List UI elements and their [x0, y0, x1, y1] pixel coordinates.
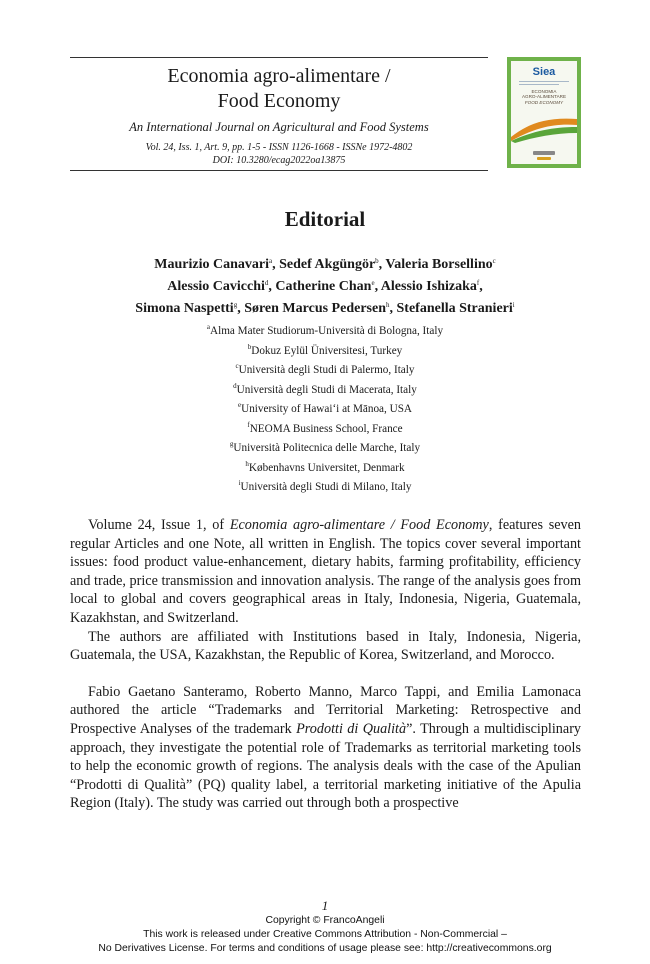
copyright-line: Copyright © FrancoAngeli	[265, 915, 385, 926]
doi: DOI: 10.3280/ecag2022oa13875	[212, 155, 346, 166]
cover-page	[511, 61, 577, 164]
affiliation-text: Università degli Studi di Macerata, Italy	[236, 383, 417, 396]
affiliation-text: Università Politecnica delle Marche, Italy	[233, 442, 421, 454]
body-text: ”. Through a multidisciplinary approach, they investigate the potential role of Trademarks as territorial marketing tools to help the economic growth of regions. The analysis deals with the case of the Apulian “Prodotti di Qualità” (PQ) quality label, a territorial marketing initiative of the Apulia Region (Italy). The study was carried out through both a prospective	[70, 720, 582, 812]
author-name: Maurizio Canavari	[154, 257, 269, 272]
journal-title-line2: Food Economy	[217, 90, 341, 112]
journal-title-line1: Economia agro-alimentare /	[167, 65, 391, 87]
affiliation-mark: d	[233, 381, 237, 390]
author-affiliation-mark: i	[512, 301, 515, 309]
body-paragraph	[70, 516, 581, 628]
affiliation-text: Università degli Studi di Milano, Italy	[240, 481, 412, 493]
affiliation-text: Università degli Studi di Palermo, Italy	[238, 364, 415, 376]
header-top-rule	[70, 57, 488, 58]
author-affiliation-mark: e	[371, 279, 375, 287]
affiliation-item	[100, 476, 550, 496]
paragraph-gap	[70, 665, 581, 683]
article-title: Editorial	[284, 207, 366, 231]
author-affiliation-mark: g	[233, 301, 238, 309]
header-bottom-rule	[70, 170, 488, 171]
author-name: Alessio Cavicchi	[167, 279, 265, 294]
body-paragraph	[70, 628, 581, 665]
volume-info: Vol. 24, Iss. 1, Art. 9, pp. 1-5 - ISSN 1126-1668 - ISSNe 1972-4802	[145, 142, 413, 153]
license-line-2: No Derivatives License. For terms and conditions of usage please see: http://creativecommons.org	[98, 943, 552, 954]
journal-name-italic: Economia agro-alimentare / Food Economy	[229, 517, 489, 533]
cover-divider	[519, 84, 559, 85]
body-text: Fabio Gaetano Santeramo, Roberto Manno, Marco Tappi, and Emilia Lamonaca authored the article “Trademarks and Territorial Marketing: Retrospective and Prospective Analyses of the trademark	[70, 683, 581, 737]
affiliation-text: University of Hawai‘i at Mānoa, USA	[241, 403, 412, 415]
author-line: Maurizio Canavari$^a$, Sedef Akgüngör$^b$, Valeria Borsellino$^c$	[154, 257, 496, 272]
affiliation-list	[100, 320, 550, 496]
author-name: Stefanella Stranieri	[396, 301, 513, 316]
cover-title-line: ECONOMIA	[531, 89, 557, 94]
body-text: Volume 24, Issue 1, of	[88, 517, 230, 533]
page-number: 1	[321, 898, 329, 913]
body-text: The authors are affiliated with Institutions based in Italy, Indonesia, Nigeria, Guatemala, the USA, Kazakhstan, the Republic of Korea, Switzerland, and Morocco.	[70, 628, 581, 664]
affiliation-mark: a	[206, 323, 211, 331]
affiliation-item	[100, 320, 550, 340]
affiliation-text: Københavns Universitet, Denmark	[248, 461, 405, 474]
cover-publisher-mark-accent	[537, 157, 551, 160]
affiliation-mark: i	[238, 479, 241, 487]
author-affiliation-mark: c	[492, 257, 496, 265]
cover-divider	[519, 81, 569, 82]
cover-publisher-mark	[533, 151, 555, 155]
affiliation-text: Dokuz Eylül Üniversitesi, Turkey	[251, 344, 403, 357]
affiliation-text: Alma Mater Studiorum-Università di Bologna, Italy	[210, 325, 444, 337]
license-line-1: This work is released under Creative Commons Attribution - Non-Commercial –	[143, 929, 507, 940]
author-affiliation-mark: a	[268, 257, 273, 265]
author-name: Catherine Chan	[275, 279, 372, 294]
author-name: Valeria Borsellino	[385, 257, 493, 272]
affiliation-mark: c	[235, 362, 239, 370]
cover-title-line: AGRO-ALIMENTARE	[521, 94, 567, 100]
author-affiliation-mark: f	[476, 279, 480, 287]
author-name: Søren Marcus Pedersen	[244, 301, 386, 316]
author-affiliation-mark: h	[386, 301, 390, 309]
affiliation-item	[100, 437, 550, 457]
journal-subtitle: An International Journal on Agricultural and Food Systems	[129, 120, 429, 134]
journal-cover-image	[507, 57, 581, 168]
cover-wave-graphic	[511, 113, 577, 143]
affiliation-text: NEOMA Business School, France	[249, 422, 403, 435]
affiliation-item	[100, 379, 550, 399]
author-name: Alessio Ishizaka	[380, 279, 477, 294]
affiliation-item	[100, 457, 550, 477]
siea-logo: Siea	[532, 66, 556, 78]
affiliation-item	[100, 418, 550, 438]
cover-title-line: FOOD ECONOMY	[524, 99, 564, 105]
author-affiliation-mark: d	[264, 279, 269, 287]
author-list	[60, 252, 590, 318]
affiliation-item	[100, 340, 550, 360]
cover-title	[515, 89, 573, 105]
trademark-name-italic: Prodotti di Qualità	[296, 720, 407, 737]
author-affiliation-mark: b	[375, 257, 379, 265]
author-name: Sedef Akgüngör	[279, 257, 376, 272]
affiliation-item	[100, 398, 550, 418]
author-line: Alessio Cavicchi$^d$, Catherine Chan$^e$, Alessio Ishizaka$^f$,	[167, 279, 483, 294]
article-body	[70, 516, 581, 813]
affiliation-mark: g	[229, 440, 234, 448]
affiliation-mark: e	[238, 401, 242, 409]
affiliation-mark: h	[245, 459, 249, 468]
body-paragraph	[70, 683, 581, 813]
author-line: Simona Naspetti$^g$, Søren Marcus Pedersen$^h$, Stefanella Stranieri$^i$	[135, 301, 515, 316]
body-text: , features seven regular Articles and one Note, all written in English. The topics cover several important issues: food product value-enhancement, dietary habits, farming profitability, efficiency and trade, price transmission and innovation analysis. The range of the analysis goes from local to global and covers geographical areas in Italy, Indonesia, Nigeria, Guatemala, Kazakhstan, and Switzerland.	[70, 517, 582, 626]
affiliation-mark: b	[247, 342, 252, 351]
affiliation-mark: f	[247, 420, 250, 429]
affiliation-item	[100, 359, 550, 379]
author-name: Simona Naspetti	[135, 301, 234, 316]
